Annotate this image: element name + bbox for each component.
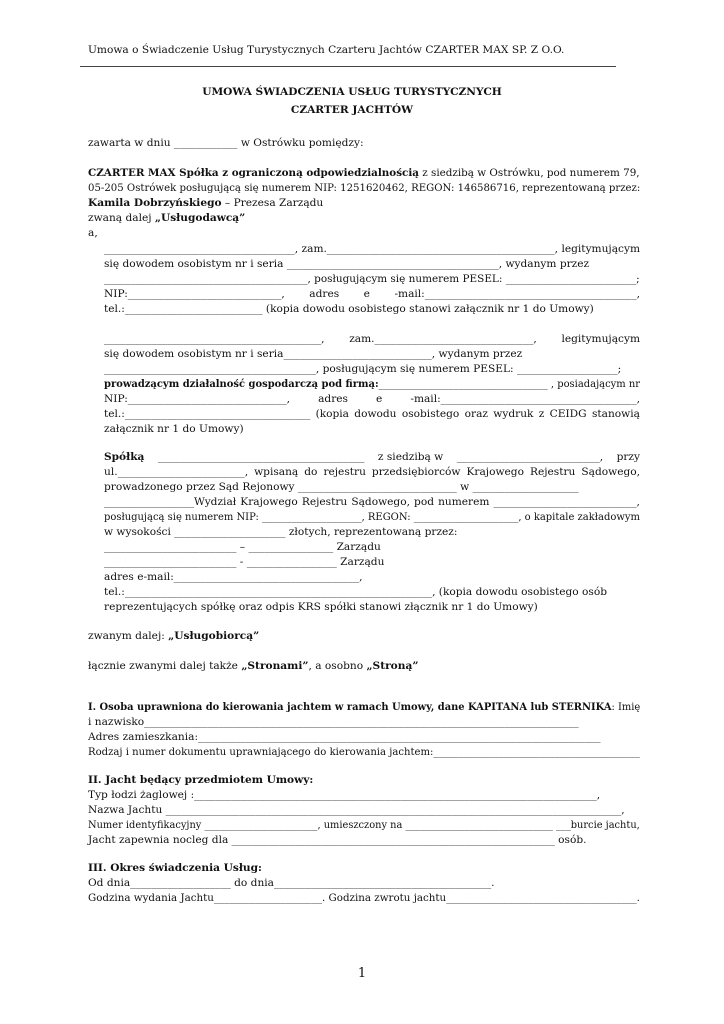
section2-line-1: Typ łodzi żaglowej :____________________________________________________________________________, bbox=[88, 789, 601, 801]
client-designation: zwanym dalej: „Usługobiorcą” bbox=[88, 630, 260, 642]
provider-line-4: zwaną dalej „Usługodawcą” bbox=[88, 212, 246, 224]
party2-line-6: tel.:___________________________________ (kopia dowodu osobistego oraz wydruk z CEIDG stanowią bbox=[104, 408, 640, 420]
company-line-9: adres e-mail:___________________________________, bbox=[104, 571, 363, 583]
company-line-4: _________________Wydział Krajowego Rejestru Sądowego, pod numerem ___________________________, bbox=[104, 496, 640, 508]
party2-line-7: załącznik nr 1 do Umowy) bbox=[104, 423, 244, 435]
party2-line-1: _________________________________________, zam.______________________________, legitymującym bbox=[104, 333, 640, 345]
party1-line-1: ____________________________________, zam.___________________________________________, legitymującym bbox=[104, 243, 640, 255]
party2-line-5: NIP:______________________________, adres e -mail:_____________________________________, bbox=[104, 393, 640, 405]
company-line-5: posługującą się numerem NIP: ____________________, REGON: _____________________, o kapitale zakładowym bbox=[104, 511, 640, 523]
section3-line-2: Godzina wydania Jachtu_____________________. Godzina zwrotu jachtu_____________________________________. bbox=[88, 892, 640, 904]
company-line-7: _________________________ – ________________ Zarządu bbox=[104, 541, 381, 553]
party1-line-5: tel.:__________________________ (kopia dowodu osobistego stanowi załącznik nr 1 do Umowy) bbox=[104, 303, 594, 315]
section3-heading: III. Okres świadczenia Usług: bbox=[88, 862, 262, 874]
section1-line-2: i nazwisko__________________________________________________________________________________ bbox=[88, 716, 579, 728]
section1-line-4: Rodzaj i numer dokumentu uprawniającego do kierowania jachtem:_________________________________________ bbox=[88, 746, 640, 758]
section2-line-2: Nazwa Jachtu ______________________________________________________________________________________, bbox=[88, 804, 625, 816]
party1-line-3: _______________________________________, posługującym się numerem PESEL: _________________________; bbox=[104, 273, 640, 285]
company-line-3: prowadzonego przez Sąd Rejonowy ______________________________ w ____________________ bbox=[104, 481, 579, 493]
page-header: Umowa o Świadczenie Usług Turystycznych Czarteru Jachtów CZARTER MAX SP. Z O.O. bbox=[88, 44, 565, 56]
section2-heading: II. Jacht będący przedmiotem Umowy: bbox=[88, 774, 314, 786]
company-line-10: tel.:__________________________________________________________, (kopia dowodu osobistego osób bbox=[104, 586, 607, 598]
provider-line-5: a, bbox=[88, 227, 98, 239]
title-line-1: UMOWA ŚWIADCZENIA USŁUG TURYSTYCZNYCH bbox=[202, 86, 502, 98]
title-line-2: CZARTER JACHTÓW bbox=[290, 104, 414, 116]
parties-designation: łącznie zwanymi dalej także „Stronami”, a osobno „Stroną” bbox=[88, 660, 419, 672]
party1-line-4: NIP:_____________________________, adres e -mail:________________________________________, bbox=[104, 288, 640, 300]
company-line-6: w wysokości _____________________ złotych, reprezentowaną przez: bbox=[104, 526, 458, 538]
party2-line-3: ________________________________________, posługującym się numerem PESEL: ___________________; bbox=[104, 363, 622, 375]
company-line-11: reprezentujących spółkę oraz odpis KRS spółki stanowi złącznik nr 1 do Umowy) bbox=[104, 601, 538, 613]
company-line-8: _________________________ - _________________ Zarządu bbox=[104, 556, 385, 568]
provider-line-3: Kamila Dobrzyńskiego – Prezesa Zarządu bbox=[88, 197, 324, 209]
party2-line-4: prowadzącym działalność gospodarczą pod firmą:__________________________________ , posiadającym nr bbox=[104, 378, 641, 390]
header-rule bbox=[80, 66, 616, 67]
party1-line-2: się dowodem osobistym nr i seria ________________________________________, wydanym przez bbox=[104, 258, 590, 270]
company-line-2: ul.________________________, wpisaną do rejestru przedsiębiorców Krajowego Rejestru Sądowego, bbox=[104, 466, 640, 478]
page-number: 1 bbox=[357, 966, 367, 981]
provider-line-1: CZARTER MAX Spółka z ograniczoną odpowiedzialnością z siedzibą w Ostrówku, pod numerem 79, bbox=[88, 167, 640, 179]
company-line-1: Spółką _______________________________________ z siedzibą w ___________________________, przy bbox=[104, 451, 640, 463]
intro-line: zawarta w dniu ____________ w Ostrówku pomiędzy: bbox=[88, 137, 364, 149]
section1-line-3: Adres zamieszkania:____________________________________________________________________________ bbox=[88, 731, 601, 743]
party2-line-2: się dowodem osobistym nr i seria____________________________, wydanym przez bbox=[104, 348, 523, 360]
provider-line-2: 05-205 Ostrówek posługującą się numerem NIP: 1251620462, REGON: 146586716, reprezentowaną przez: bbox=[88, 182, 641, 194]
section2-line-4: Jacht zapewnia nocleg dla _____________________________________________________________ osób. bbox=[88, 834, 587, 846]
section1-heading: I. Osoba uprawniona do kierowania jachtem w ramach Umowy, dane KAPITANA lub STERNIKA: Imię bbox=[88, 701, 641, 713]
section2-line-3: Numer identyfikacyjny _______________________, umieszczony na ______________________________ ___burcie jachtu, bbox=[88, 819, 640, 831]
section3-line-1: Od dnia___________________ do dnia_________________________________________. bbox=[88, 877, 495, 889]
